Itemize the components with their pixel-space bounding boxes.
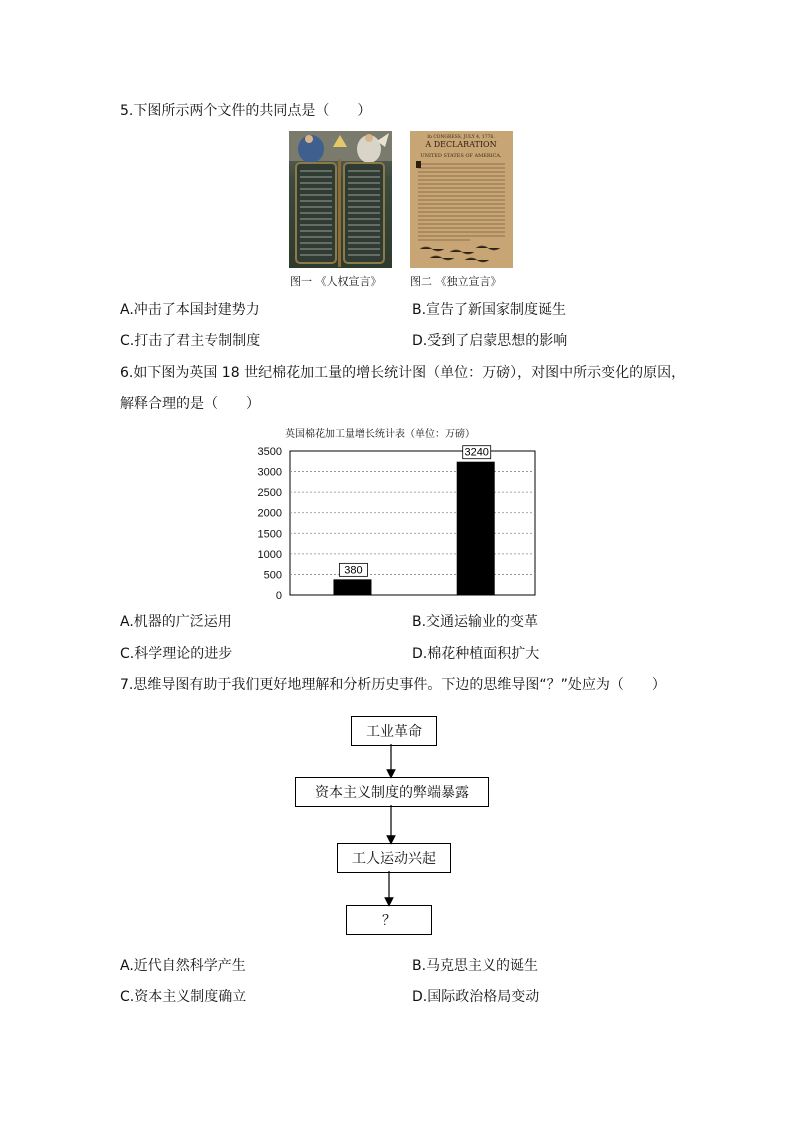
q6-option-b[interactable]: B.交通运输业的变革 bbox=[412, 614, 539, 630]
doc-subtitle: UNITED STATES OF AMERICA, bbox=[420, 153, 502, 159]
y-tick-label: 0 bbox=[275, 590, 282, 602]
y-tick-label: 2500 bbox=[257, 487, 282, 500]
q7-option-b[interactable]: B.马克思主义的诞生 bbox=[412, 958, 539, 974]
q5-option-d[interactable]: D.受到了启蒙思想的影响 bbox=[412, 333, 568, 349]
q6-option-c[interactable]: C.科学理论的进步 bbox=[120, 646, 233, 662]
mindmap-node-industrial-revolution: 工业革命 bbox=[351, 716, 437, 746]
q5-option-c[interactable]: C.打击了君主专制制度 bbox=[120, 333, 261, 349]
mindmap-node-unknown: ？ bbox=[346, 905, 432, 935]
y-tick-label: 3500 bbox=[257, 446, 282, 458]
q6-option-a[interactable]: A.机器的广泛运用 bbox=[120, 614, 232, 630]
y-tick-label: 1500 bbox=[257, 528, 282, 541]
chart-bar bbox=[333, 579, 371, 595]
data-label: 3240 bbox=[464, 446, 489, 459]
image1-caption: 图一 《人权宣言》 bbox=[290, 275, 382, 288]
q5-option-a[interactable]: A.冲击了本国封建势力 bbox=[120, 302, 260, 318]
rights-of-man-declaration-image bbox=[289, 131, 392, 268]
y-tick-label: 500 bbox=[263, 569, 282, 582]
doc-title: A DECLARATION bbox=[425, 140, 497, 149]
declaration-document-illustration bbox=[410, 131, 513, 268]
q6-stem-line1: 6.如下图为英国 18 世纪棉花加工量的增长统计图（单位：万磅），对图中所示变化的原因， bbox=[120, 365, 686, 381]
mindmap-node-capitalism-flaws: 资本主义制度的弊端暴露 bbox=[295, 777, 489, 807]
q7-stem: 7.思维导图有助于我们更好地理解和分析历史事件。下边的思维导图“？”处应为（ ） bbox=[120, 677, 666, 693]
chart-plot-frame bbox=[290, 451, 535, 595]
q5-stem: 5.下图所示两个文件的共同点是（ ） bbox=[120, 103, 372, 119]
mindmap-node-labor-movement: 工人运动兴起 bbox=[337, 843, 451, 873]
q6-option-d[interactable]: D.棉花种植面积扩大 bbox=[412, 646, 540, 662]
q7-option-d[interactable]: D.国际政治格局变动 bbox=[412, 989, 540, 1005]
y-tick-label: 3000 bbox=[257, 466, 282, 479]
cotton-chart bbox=[250, 423, 550, 603]
q5-option-b[interactable]: B.宣告了新国家制度诞生 bbox=[412, 302, 567, 318]
chart-title: 英国棉花加工量增长统计表（单位：万磅） bbox=[285, 429, 475, 440]
cotton-chart-svg bbox=[250, 423, 550, 603]
doc-heading: In CONGRESS, JULY 4, 1776. bbox=[427, 135, 495, 140]
q7-option-a[interactable]: A.近代自然科学产生 bbox=[120, 958, 246, 974]
image2-caption: 图二 《独立宣言》 bbox=[410, 275, 502, 288]
rights-of-man-illustration bbox=[289, 131, 392, 268]
data-label: 380 bbox=[344, 564, 363, 577]
q7-option-c[interactable]: C.资本主义制度确立 bbox=[120, 989, 247, 1005]
q6-stem-line2: 解释合理的是（ ） bbox=[120, 396, 260, 412]
y-tick-label: 2000 bbox=[257, 507, 282, 520]
y-tick-label: 1000 bbox=[257, 548, 282, 561]
chart-bar bbox=[457, 462, 495, 595]
declaration-of-independence-image bbox=[410, 131, 513, 268]
